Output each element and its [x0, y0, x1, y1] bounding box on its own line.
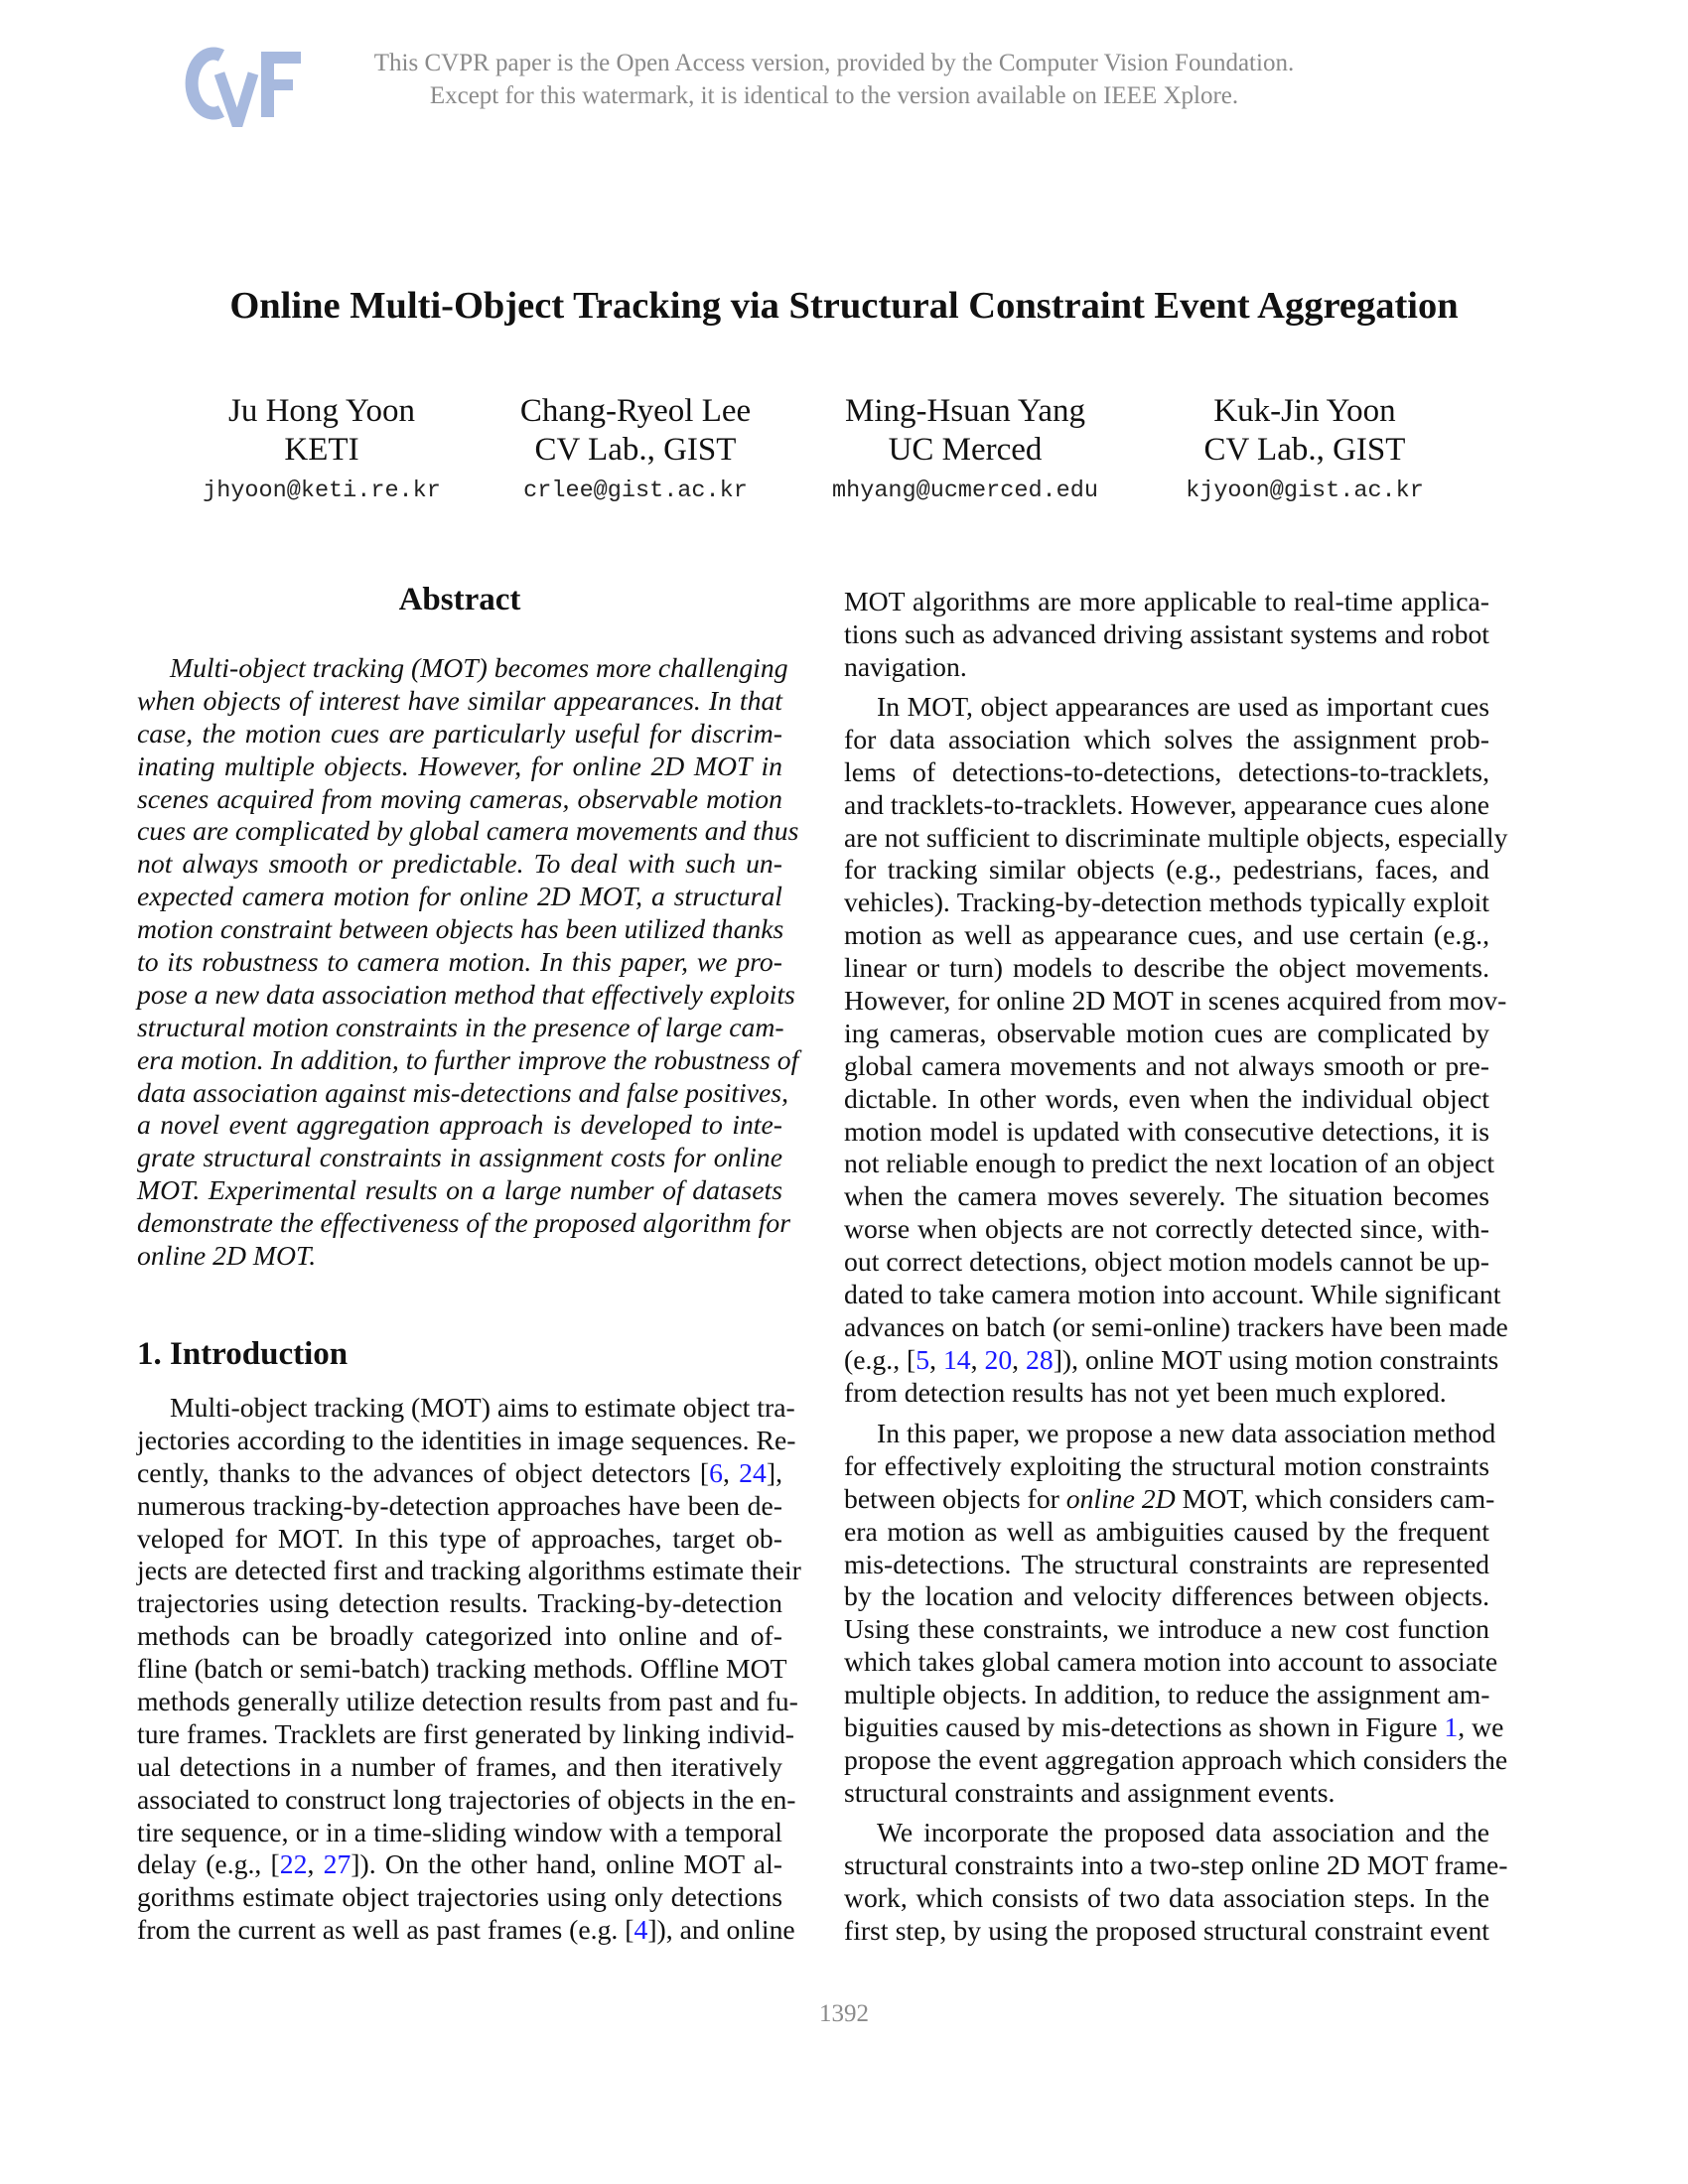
cvf-logo [182, 46, 305, 127]
text-line: from the current as well as past frames (e.g. [4]), and online [137, 1914, 795, 1946]
citation-link[interactable]: 22 [279, 1848, 308, 1880]
emphasis: online 2D [1065, 1482, 1176, 1514]
text-line: grate structural constraints in assignment costs for online [137, 1142, 782, 1173]
intro-paragraph-1 [137, 1392, 801, 1947]
text-line: by the location and velocity differences between objects. [844, 1580, 1489, 1612]
text-line: motion constraint between objects has been utilized thanks [137, 913, 784, 945]
text-line: work, which consists of two data association steps. In the [844, 1881, 1489, 1913]
text-line: inating multiple objects. However, for online 2D MOT in [137, 750, 782, 781]
text-line: veloped for MOT. In this type of approaches, target ob- [137, 1522, 782, 1554]
text-line: between objects for online 2D MOT, which considers cam- [844, 1482, 1495, 1514]
abstract-paragraph [137, 652, 799, 1273]
text-line: lems of detections-to-detections, detections-to-tracklets, [844, 755, 1489, 787]
text-line: Multi-object tracking (MOT) aims to estimate object tra- [170, 1392, 795, 1423]
text-line: (e.g., [5, 14, 20, 28]), online MOT using motion constraints [844, 1343, 1499, 1375]
text-line: era motion. In addition, to further improve the robustness of [137, 1043, 799, 1075]
text-line: online 2D MOT. [137, 1240, 317, 1272]
intro-paragraph-2 [844, 691, 1508, 1410]
figure-link[interactable]: 1 [1444, 1711, 1459, 1743]
text-line: era motion as well as ambiguities caused by the frequent [844, 1515, 1489, 1547]
author-affiliation: CV Lab., GIST [1203, 432, 1406, 468]
text-line: Multi-object tracking (MOT) becomes more challenging [170, 652, 788, 683]
text-line: jectories according to the identities in image sequences. Re- [137, 1424, 796, 1455]
text-line: biguities caused by mis-detections as shown in Figure 1, we [844, 1711, 1504, 1743]
text-line: dictable. In other words, even when the individual object [844, 1082, 1489, 1114]
text-line: jects are detected first and tracking algorithms estimate their [137, 1555, 801, 1586]
text-line: Using these constraints, we introduce a new cost function [844, 1613, 1489, 1645]
text-line: case, the motion cues are particularly useful for discrim- [137, 717, 782, 749]
text-line: from detection results has not yet been much explored. [844, 1376, 1447, 1408]
text-line: structural motion constraints in the presence of large cam- [137, 1011, 784, 1042]
text-line: data association against mis-detections and false positives, [137, 1076, 788, 1108]
text-line: to its robustness to camera motion. In this paper, we pro- [137, 946, 782, 978]
text-line: In MOT, object appearances are used as important cues [877, 691, 1489, 722]
text-line: not reliable enough to predict the next location of an object [844, 1148, 1495, 1179]
abstract-heading: Abstract [398, 582, 521, 617]
text-line: first step, by using the proposed structural constraint event [844, 1914, 1489, 1946]
text-line: scenes acquired from moving cameras, observable motion [137, 782, 782, 814]
text-line: advances on batch (or semi-online) trackers have been made [844, 1310, 1508, 1342]
author-1 [143, 392, 500, 507]
citation-link[interactable]: 5 [915, 1343, 930, 1375]
text-line: methods can be broadly categorized into online and of- [137, 1620, 782, 1652]
text-line: MOT algorithms are more applicable to real-time applica- [844, 586, 1489, 616]
text-line: cently, thanks to the advances of object detectors [6, 24], [137, 1456, 782, 1488]
author-3 [786, 392, 1144, 507]
text-line: demonstrate the effectiveness of the proposed algorithm for [137, 1207, 790, 1239]
citation-link[interactable]: 14 [942, 1343, 971, 1375]
text-line: delay (e.g., [22, 27]). On the other hand, online MOT al- [137, 1848, 783, 1880]
citation-link[interactable]: 4 [633, 1914, 648, 1946]
citation-link[interactable]: 27 [323, 1848, 352, 1880]
text-line: gorithms estimate object trajectories using only detections [137, 1881, 782, 1913]
intro-paragraph-3 [844, 1418, 1508, 1810]
text-line: navigation. [844, 650, 967, 682]
text-line: vehicles). Tracking-by-detection methods typically exploit [844, 887, 1489, 918]
text-line: for data association which solves the assignment prob- [844, 723, 1489, 754]
author-2 [457, 392, 814, 507]
author-name: Kuk-Jin Yoon [1213, 393, 1396, 429]
text-line: However, for online 2D MOT in scenes acquired from mov- [844, 985, 1507, 1017]
author-email: jhyoon@keti.re.kr [203, 478, 441, 504]
text-line: propose the event aggregation approach which considers the [844, 1743, 1508, 1775]
text-line: for tracking similar objects (e.g., pedestrians, faces, and [844, 854, 1489, 886]
text-line: trajectories using detection results. Tracking-by-detection [137, 1587, 782, 1619]
text-line: which takes global camera motion into account to associate [844, 1646, 1498, 1678]
citation-link[interactable]: 28 [1026, 1343, 1054, 1375]
text-line: a novel event aggregation approach is developed to inte- [137, 1109, 782, 1141]
author-affiliation: KETI [284, 432, 359, 468]
text-line: out correct detections, object motion models cannot be up- [844, 1246, 1489, 1278]
text-line: worse when objects are not correctly detected since, with- [844, 1213, 1489, 1245]
text-line: not always smooth or predictable. To deal with such un- [137, 848, 782, 880]
text-line: fline (batch or semi-batch) tracking methods. Offline MOT [137, 1653, 787, 1685]
text-line: tire sequence, or in a time-sliding window with a temporal [137, 1816, 782, 1847]
text-line: linear or turn) models to describe the object movements. [844, 952, 1489, 984]
text-line: ture frames. Tracklets are first generated by linking individ- [137, 1717, 795, 1749]
citation-link[interactable]: 24 [739, 1456, 767, 1488]
text-line: We incorporate the proposed data association and the [877, 1817, 1489, 1847]
page-number: 1392 [819, 2000, 869, 2027]
author-affiliation: UC Merced [888, 432, 1043, 468]
citation-link[interactable]: 20 [984, 1343, 1013, 1375]
text-line: dated to take camera motion into account. While significant [844, 1279, 1501, 1310]
text-line: multiple objects. In addition, to reduce the assignment am- [844, 1679, 1490, 1710]
text-line: motion model is updated with consecutive detections, it is [844, 1115, 1489, 1147]
watermark-line-2: Except for this watermark, it is identical to the version available on IEEE Xplore. [429, 82, 1239, 109]
intro-paragraph-4 [844, 1817, 1508, 1948]
author-affiliation: CV Lab., GIST [534, 432, 737, 468]
text-line: for effectively exploiting the structural motion constraints [844, 1449, 1489, 1481]
text-line: numerous tracking-by-detection approaches have been de- [137, 1489, 782, 1521]
text-line: pose a new data association method that effectively exploits [137, 978, 795, 1010]
text-line: motion as well as appearance cues, and use certain (e.g., [844, 919, 1489, 951]
watermark-line-1: This CVPR paper is the Open Access version, provided by the Computer Vision Foundation. [373, 50, 1295, 76]
paper-title: Online Multi-Object Tracking via Structural Constraint Event Aggregation [229, 285, 1459, 327]
citation-link[interactable]: 6 [709, 1456, 723, 1488]
author-name: Ju Hong Yoon [228, 393, 415, 429]
author-email: mhyang@ucmerced.edu [832, 478, 1098, 504]
introduction-heading: 1. Introduction [137, 1336, 349, 1372]
author-name: Ming-Hsuan Yang [844, 393, 1086, 429]
text-line: cues are complicated by global camera movements and thus [137, 815, 799, 847]
text-line: when the camera moves severely. The situation becomes [844, 1180, 1489, 1212]
text-line: structural constraints and assignment events. [844, 1776, 1336, 1808]
text-line: are not sufficient to discriminate multiple objects, especially [844, 821, 1508, 853]
text-line: In this paper, we propose a new data association method [877, 1418, 1496, 1448]
text-line: when objects of interest have similar appearances. In that [137, 684, 782, 716]
text-line: structural constraints into a two-step online 2D MOT frame- [844, 1848, 1508, 1880]
author-email: kjyoon@gist.ac.kr [1186, 478, 1424, 504]
text-line: ing cameras, observable motion cues are complicated by [844, 1017, 1489, 1048]
text-line: methods generally utilize detection results from past and fu- [137, 1686, 798, 1717]
text-line: and tracklets-to-tracklets. However, appearance cues alone [844, 788, 1489, 820]
text-line: associated to construct long trajectories of objects in the en- [137, 1783, 796, 1815]
text-line: MOT. Experimental results on a large number of datasets [137, 1174, 782, 1206]
text-line: expected camera motion for online 2D MOT, a structural [137, 881, 782, 912]
text-line: tions such as advanced driving assistant systems and robot [844, 617, 1489, 649]
text-line: ual detections in a number of frames, and then iteratively [137, 1750, 782, 1782]
author-name: Chang-Ryeol Lee [519, 393, 752, 429]
text-line: mis-detections. The structural constraints are represented [844, 1548, 1489, 1579]
text-line: global camera movements and not always smooth or pre- [844, 1049, 1489, 1081]
intro-paragraph-1-continued [844, 586, 1489, 684]
author-email: crlee@gist.ac.kr [523, 478, 748, 504]
author-4 [1126, 392, 1483, 507]
